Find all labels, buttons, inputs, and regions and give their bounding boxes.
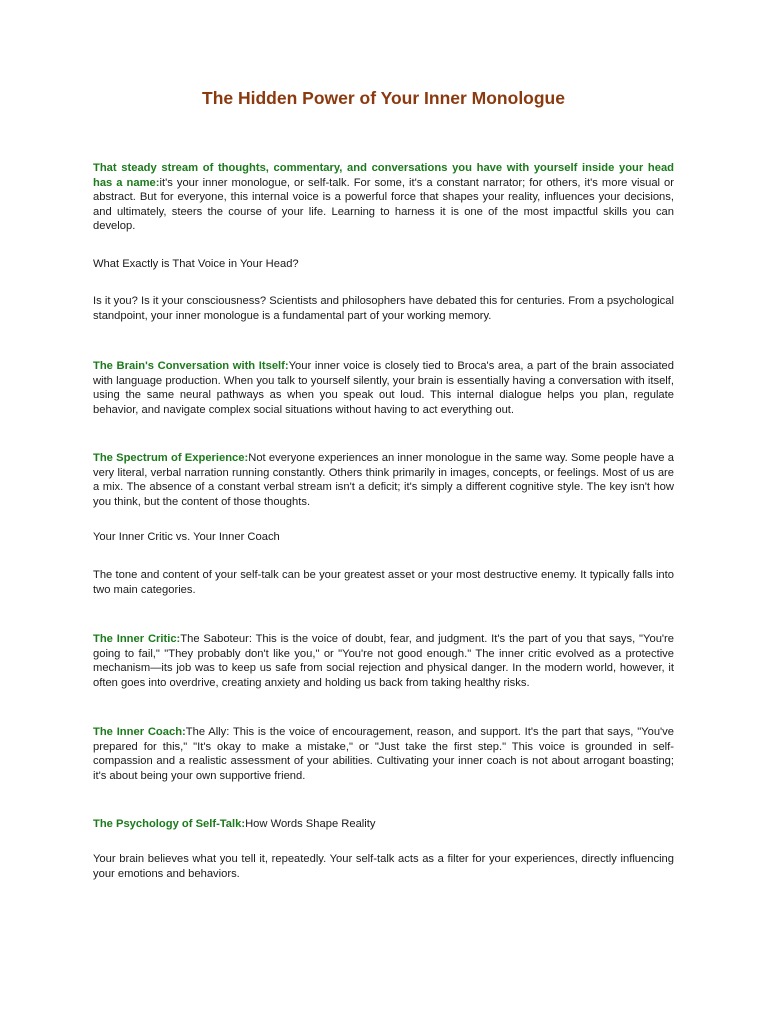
inner-critic-paragraph — [93, 632, 674, 690]
spectrum-paragraph — [93, 451, 674, 509]
inner-coach-lead: The Inner Coach: — [93, 726, 186, 738]
intro-lead: That steady stream of thoughts, commentary, and conversations you have with yourself inside your head has a name: — [93, 162, 674, 189]
document-title: The Hidden Power of Your Inner Monologue — [202, 88, 565, 108]
spectrum-text: Not everyone experiences an inner monologue in the same way. Some people have a very literal, verbal narration running constantly. Others think primarily in images, concepts, or feelings. Most of us are a mix. The absence of a constant verbal stream isn't a deficit; it's simply a different cognitive style. The key isn't how you think, but the content of those thoughts. — [93, 452, 674, 508]
brain-paragraph — [93, 359, 674, 417]
brain-text: Your inner voice is closely tied to Broca's area, a part of the brain associated with language production. When you talk to yourself silently, your brain is essentially having a conversation with itself, using the same neural pathways as when you speak out loud. This internal dialogue helps you plan, regulate behavior, and navigate complex social situations without having to act everything out. — [93, 360, 674, 416]
inner-coach-text: The Ally: This is the voice of encouragement, reason, and support. It's the part that says, "You've prepared for this," "It's okay to make a mistake," or "Just take the first step." This voice is grounded in self-compassion and a realistic assessment of your abilities. Cultivating your inner coach is not about arrogant boasting; it's about being your own supportive friend. — [93, 726, 674, 782]
filter-paragraph: Your brain believes what you tell it, repeatedly. Your self-talk acts as a filter for your experiences, directly influencing your emotions and behaviors. — [93, 853, 674, 880]
inner-critic-lead: The Inner Critic: — [93, 633, 181, 645]
inner-coach-paragraph — [93, 725, 674, 783]
voice-paragraph: Is it you? Is it your consciousness? Scientists and philosophers have debated this for centuries. From a psychological standpoint, your inner monologue is a fundamental part of your working memory. — [93, 295, 674, 322]
section-heading-critic-coach: Your Inner Critic vs. Your Inner Coach — [93, 531, 280, 543]
psychology-heading — [93, 817, 674, 832]
psychology-text: How Words Shape Reality — [245, 818, 376, 830]
document-page — [93, 0, 674, 1024]
brain-lead: The Brain's Conversation with Itself: — [93, 360, 289, 372]
tone-paragraph: The tone and content of your self-talk can be your greatest asset or your most destructive enemy. It typically falls into two main categories. — [93, 569, 674, 596]
intro-text: it's your inner monologue, or self-talk. For some, it's a constant narrator; for others, it's more visual or abstract. But for everyone, this internal voice is a powerful force that shapes your reality, influences your decisions, and ultimately, steers the course of your life. Learning to harness it is one of the most impactful skills you can develop. — [93, 176, 674, 233]
intro-paragraph — [93, 161, 674, 234]
section-heading-voice: What Exactly is That Voice in Your Head? — [93, 258, 299, 270]
spectrum-lead: The Spectrum of Experience: — [93, 452, 249, 464]
psychology-lead: The Psychology of Self-Talk: — [93, 818, 246, 830]
inner-critic-text: The Saboteur: This is the voice of doubt, fear, and judgment. It's the part of you that says, "You're going to fail," "They probably don't like you," or "You're not good enough." The inner critic evolved as a protective mechanism—its job was to keep us safe from social rejection and physical danger. In the modern world, however, it often goes into overdrive, creating anxiety and holding us back from taking healthy risks. — [93, 633, 674, 689]
